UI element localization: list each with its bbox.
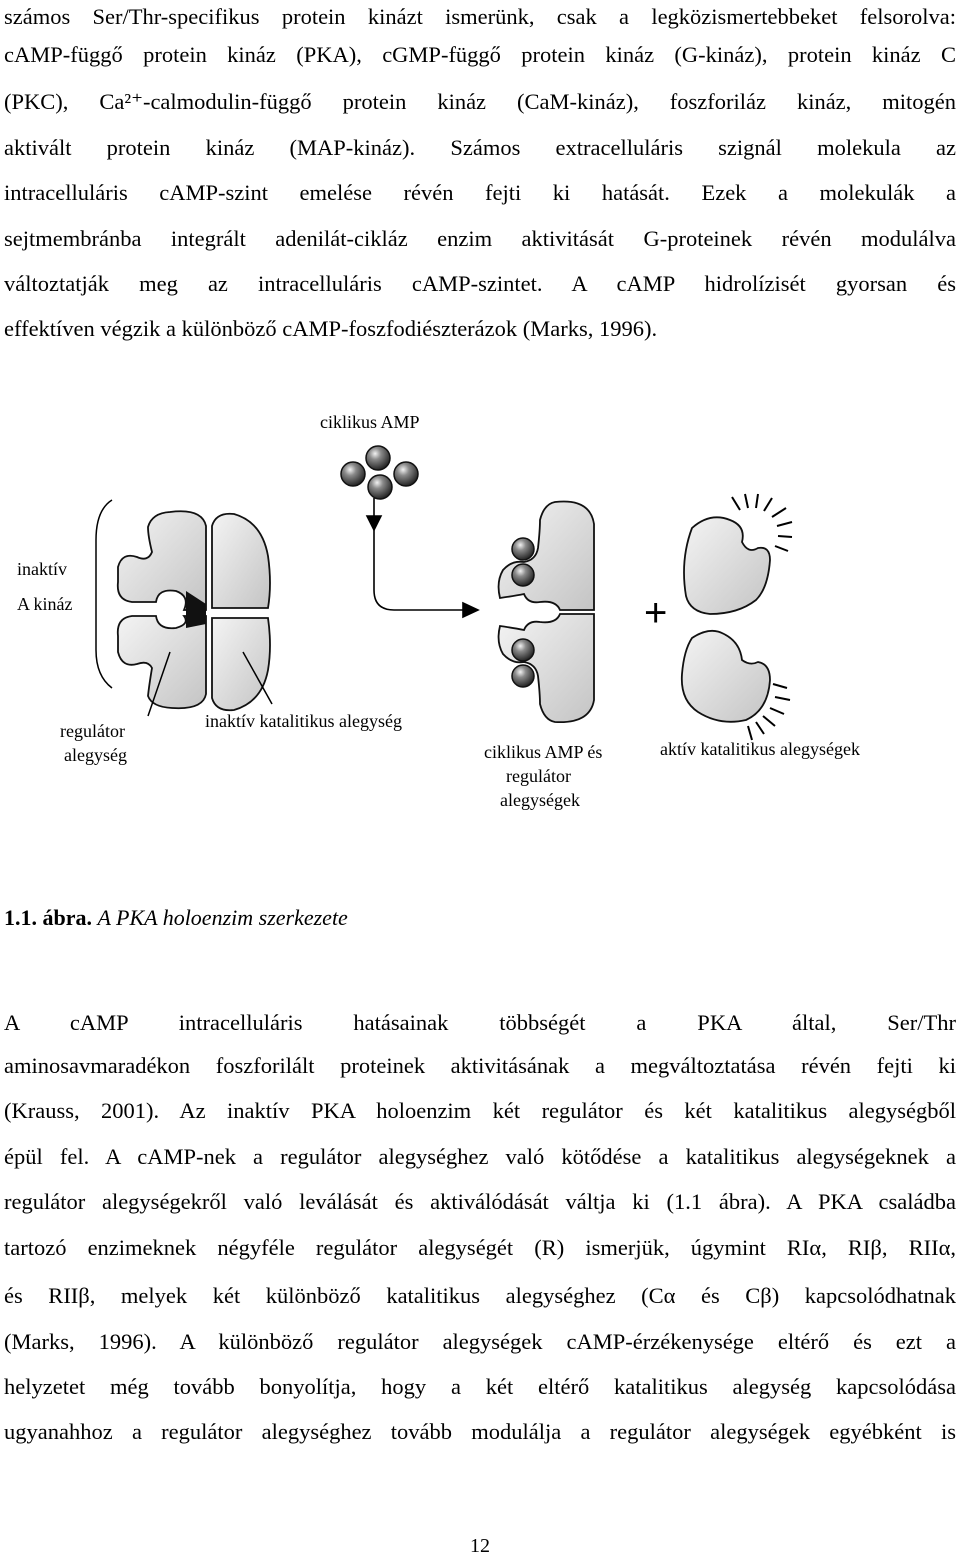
label-camp-and-regulator: ciklikus AMP és	[484, 742, 603, 762]
text-line: intracelluláris cAMP-szint emelése révén fejti ki hatását. Ezek a molekulák a	[4, 180, 956, 205]
text-line: változtatják meg az intracelluláris cAMP-szintet. A cAMP hidrolízisét gyorsan és	[4, 271, 956, 296]
text-line: és RIIβ, melyek két különböző katalitikus alegységhez (Cα és Cβ) kapcsolódhatnak	[4, 1283, 956, 1308]
regulatory-subunits-camp-bound	[499, 501, 594, 722]
caption-number: 1.1. ábra.	[4, 905, 92, 930]
text-line: (Marks, 1996). A különböző regulátor alegységek cAMP-érzékenysége eltérő és ezt a	[4, 1329, 956, 1354]
text-line: (PKC), Ca²⁺-calmodulin-függő protein kináz (CaM-kináz), foszforiláz kináz, mitogén	[4, 89, 956, 114]
plus-sign: +	[644, 591, 668, 635]
text-line: regulátor alegységekről való leválását és aktiválódását váltja ki (1.1 ábra). A PKA családba	[4, 1189, 956, 1214]
text-line: (Krauss, 2001). Az inaktív PKA holoenzim két regulátor és két katalitikus alegységből	[4, 1098, 956, 1123]
holoenzyme-bracket	[96, 500, 112, 688]
text-line: számos Ser/Thr-specifikus protein kinázt ismerünk, csak a legközismertebbeket felsorolva:	[4, 4, 956, 29]
camp-molecules	[341, 446, 418, 499]
text-line: cAMP-függő protein kináz (PKA), cGMP-függő protein kináz (G-kináz), protein kináz C	[4, 42, 956, 67]
figure-caption	[4, 903, 348, 933]
page-number: 12	[470, 1535, 490, 1557]
text-line: aminosavmaradékon foszforilált proteinek aktivitásának a megváltoztatása révén fejti ki	[4, 1053, 956, 1078]
text-line: épül fel. A cAMP-nek a regulátor alegységhez való kötődése a katalitikus alegységeknek a	[4, 1144, 956, 1169]
label-regulator: regulátor	[60, 721, 125, 741]
text-line: sejtmembránba integrált adenilát-cikláz enzim aktivitását G-proteinek révén modulálva	[4, 226, 956, 251]
text-line: A cAMP intracelluláris hatásainak többségét a PKA által, Ser/Thr	[4, 1010, 956, 1035]
binding-arrow	[367, 498, 478, 617]
label-active-catalytic: aktív katalitikus alegységek	[660, 739, 860, 759]
label-regulator-subunit: alegység	[64, 745, 127, 765]
text-line: tartozó enzimeknek négyféle regulátor alegységét (R) ismerjük, úgymint RIα, RIβ, RIIα,	[4, 1235, 956, 1260]
caption-title: A PKA holoenzim szerkezete	[97, 905, 348, 930]
text-line: helyzetet még tovább bonyolítja, hogy a két eltérő katalitikus alegység kapcsolódása	[4, 1374, 956, 1399]
text-line: aktivált protein kináz (MAP-kináz). Számos extracelluláris szignál molekula az	[4, 135, 956, 160]
text-line: effektíven végzik a különböző cAMP-foszfodiészterázok (Marks, 1996).	[4, 316, 658, 341]
label-inactive: inaktív	[17, 559, 67, 579]
label-inactive-catalytic: inaktív katalitikus alegység	[205, 711, 402, 731]
label-a-kinase: A kináz	[17, 594, 73, 614]
catalytic-subunits-active	[682, 494, 792, 740]
text-line: ugyanahhoz a regulátor alegységhez tovább modulálja a regulátor alegységek egyébként is	[4, 1419, 956, 1444]
label-camp: ciklikus AMP	[320, 412, 420, 432]
label-camp-regulator: regulátor	[506, 766, 571, 786]
label-camp-regulator-subunits: alegységek	[500, 790, 580, 810]
